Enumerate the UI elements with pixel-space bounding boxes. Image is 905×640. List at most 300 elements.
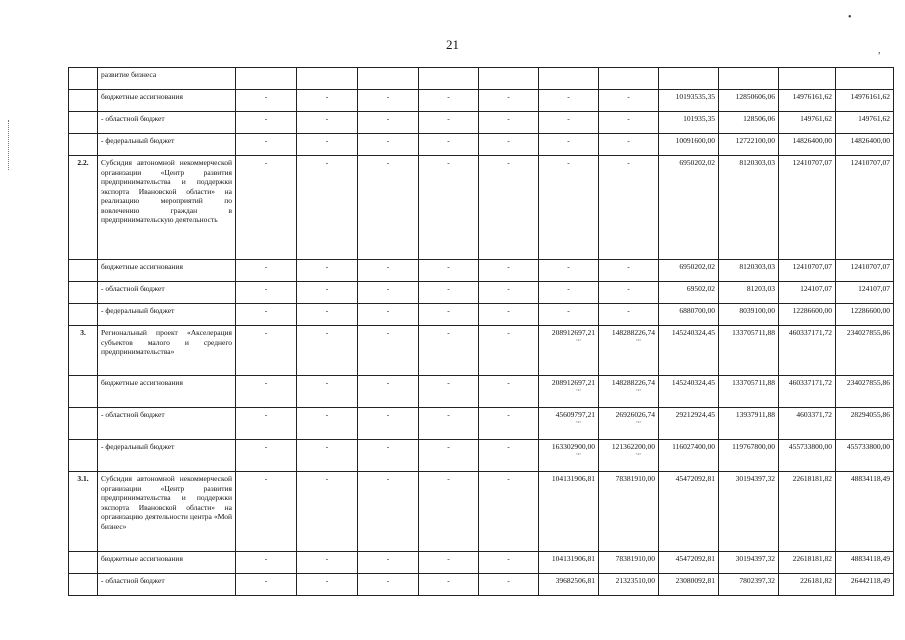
value-cell <box>719 68 779 90</box>
value-cell <box>236 552 297 574</box>
row-label-cell: - областной бюджет <box>98 408 236 440</box>
value-text: 26926026,74 <box>615 410 655 419</box>
value-cell <box>539 440 599 472</box>
value-text: 124107,07 <box>858 284 890 293</box>
value-cell <box>659 282 719 304</box>
value-cell <box>419 304 479 326</box>
value-text: - <box>507 328 510 337</box>
value-text: - <box>325 576 329 585</box>
table-row <box>69 376 894 408</box>
footnote-marker: <1> <box>635 337 642 342</box>
footnote-marker: <1> <box>635 387 642 392</box>
value-text: 30194397,32 <box>735 474 775 483</box>
value-cell <box>236 112 297 134</box>
value-text: 7802397,32 <box>739 576 775 585</box>
value-cell <box>539 408 599 440</box>
table-row <box>69 574 894 596</box>
value-text: - <box>507 284 510 293</box>
row-index-cell: 3. <box>69 326 98 376</box>
table-row <box>69 90 894 112</box>
table-row <box>69 260 894 282</box>
row-index-cell <box>69 552 98 574</box>
value-text: 104131906,81 <box>551 474 595 483</box>
row-label-cell: Региональный проект «Акселерация субъектов малого и среднего предпринимательства» <box>98 326 236 376</box>
value-text: 133705711,88 <box>732 328 775 337</box>
table-row <box>69 472 894 552</box>
value-cell <box>659 552 719 574</box>
value-text: - <box>447 306 450 315</box>
value-cell <box>599 574 659 596</box>
value-text: - <box>507 442 510 451</box>
value-cell <box>599 134 659 156</box>
value-text: - <box>507 158 510 167</box>
table-row <box>69 326 894 376</box>
value-text: 148288226,74 <box>611 328 655 337</box>
value-cell <box>419 574 479 596</box>
value-cell <box>599 304 659 326</box>
value-text: - <box>567 158 570 167</box>
value-cell <box>719 304 779 326</box>
value-text: 455733800,00 <box>846 442 890 451</box>
value-cell <box>539 574 599 596</box>
value-text: - <box>447 136 450 145</box>
value-cell <box>779 134 836 156</box>
value-text: 145240324,45 <box>671 378 715 387</box>
value-text: 455733800,00 <box>788 442 832 451</box>
value-cell <box>358 112 419 134</box>
value-text: - <box>567 92 570 101</box>
value-cell <box>479 156 539 260</box>
row-label-cell: бюджетные ассигнования <box>98 552 236 574</box>
value-text: - <box>264 136 268 145</box>
value-cell <box>779 408 836 440</box>
value-cell <box>836 472 894 552</box>
value-cell <box>779 156 836 260</box>
value-cell <box>297 574 358 596</box>
value-cell <box>358 376 419 408</box>
row-index-cell <box>69 112 98 134</box>
value-cell <box>719 440 779 472</box>
value-cell <box>419 68 479 90</box>
value-text: 208912697,21 <box>551 328 595 337</box>
value-cell <box>539 326 599 376</box>
value-text: 8120303,03 <box>739 158 775 167</box>
value-text: - <box>325 442 329 451</box>
value-text: - <box>386 92 390 101</box>
value-cell <box>358 552 419 574</box>
value-cell <box>836 134 894 156</box>
value-text: - <box>325 262 329 271</box>
value-text: 119767800,00 <box>732 442 775 451</box>
value-text: 12722100,00 <box>735 136 775 145</box>
value-text: - <box>567 284 570 293</box>
value-cell <box>599 552 659 574</box>
value-text: 101935,35 <box>683 114 715 123</box>
value-text: - <box>447 158 450 167</box>
value-cell <box>836 68 894 90</box>
value-text: 121362200,00 <box>611 442 655 451</box>
value-text: 12410707,07 <box>792 262 832 271</box>
value-cell <box>539 282 599 304</box>
value-cell <box>599 260 659 282</box>
value-text: - <box>447 576 450 585</box>
value-text: - <box>264 114 268 123</box>
value-cell <box>659 68 719 90</box>
footnote-marker: <1> <box>575 451 582 456</box>
value-text: - <box>447 442 450 451</box>
value-text: - <box>325 554 329 563</box>
scan-mark: , <box>878 45 881 56</box>
value-cell <box>479 90 539 112</box>
value-text: 14976161,62 <box>850 92 890 101</box>
value-text: - <box>386 262 390 271</box>
value-text: 12286600,00 <box>850 306 890 315</box>
table-row <box>69 552 894 574</box>
value-cell <box>659 90 719 112</box>
value-text: - <box>507 474 510 483</box>
value-cell <box>358 134 419 156</box>
value-cell <box>358 156 419 260</box>
value-cell <box>659 408 719 440</box>
value-cell <box>836 112 894 134</box>
value-cell <box>236 90 297 112</box>
value-cell <box>719 134 779 156</box>
value-text: - <box>264 378 268 387</box>
value-text: 14826400,00 <box>850 136 890 145</box>
row-label-cell: бюджетные ассигнования <box>98 376 236 408</box>
table-row <box>69 68 894 90</box>
value-cell <box>779 282 836 304</box>
value-text: - <box>264 576 268 585</box>
value-cell <box>779 552 836 574</box>
value-cell <box>479 472 539 552</box>
row-index-cell <box>69 260 98 282</box>
page-number: 21 <box>446 37 459 52</box>
value-text: - <box>325 92 329 101</box>
value-cell <box>419 156 479 260</box>
value-cell <box>479 68 539 90</box>
value-text: - <box>447 114 450 123</box>
value-text: - <box>386 158 390 167</box>
value-text: 28294055,86 <box>850 410 890 419</box>
value-text: - <box>325 158 329 167</box>
value-cell <box>599 408 659 440</box>
value-text: 13937911,88 <box>735 410 775 419</box>
value-cell <box>358 68 419 90</box>
value-cell <box>659 472 719 552</box>
value-text: 148288226,74 <box>611 378 655 387</box>
value-text: 133705711,88 <box>732 378 775 387</box>
table-row <box>69 408 894 440</box>
value-text: - <box>264 92 268 101</box>
table-row <box>69 134 894 156</box>
value-text: - <box>386 114 390 123</box>
row-index-cell <box>69 408 98 440</box>
value-cell <box>779 90 836 112</box>
value-text: 69502,02 <box>686 284 715 293</box>
value-cell <box>779 472 836 552</box>
table-row <box>69 156 894 260</box>
value-cell <box>297 326 358 376</box>
value-cell <box>236 304 297 326</box>
value-text: 81203,03 <box>746 284 775 293</box>
value-cell <box>358 440 419 472</box>
value-text: - <box>507 410 510 419</box>
value-cell <box>419 472 479 552</box>
value-cell <box>659 304 719 326</box>
value-text: - <box>386 442 390 451</box>
table-row <box>69 112 894 134</box>
value-cell <box>659 574 719 596</box>
value-text: - <box>386 136 390 145</box>
row-label-cell: бюджетные ассигнования <box>98 260 236 282</box>
value-text: - <box>325 328 329 337</box>
value-cell <box>419 112 479 134</box>
value-cell <box>479 552 539 574</box>
value-text: 12410707,07 <box>792 158 832 167</box>
value-text: - <box>507 306 510 315</box>
value-cell <box>779 112 836 134</box>
value-cell <box>297 472 358 552</box>
value-text: - <box>386 378 390 387</box>
value-text: - <box>264 474 268 483</box>
value-cell <box>779 68 836 90</box>
value-text: - <box>567 114 570 123</box>
value-cell <box>297 304 358 326</box>
value-text: - <box>447 554 450 563</box>
value-text: 145240324,45 <box>671 328 715 337</box>
value-cell <box>419 282 479 304</box>
value-cell <box>719 112 779 134</box>
value-cell <box>419 90 479 112</box>
value-cell <box>479 304 539 326</box>
row-label-cell: - областной бюджет <box>98 112 236 134</box>
value-text: - <box>627 92 630 101</box>
value-text: 6950202,02 <box>679 262 715 271</box>
footnote-marker: <1> <box>635 451 642 456</box>
value-cell <box>599 112 659 134</box>
value-text: - <box>325 114 329 123</box>
value-cell <box>836 408 894 440</box>
value-text: 234027855,86 <box>846 378 890 387</box>
value-text: 45472092,81 <box>675 474 715 483</box>
row-label-cell: бюджетные ассигнования <box>98 90 236 112</box>
value-cell <box>297 440 358 472</box>
value-cell <box>539 304 599 326</box>
value-cell <box>419 134 479 156</box>
value-cell <box>358 326 419 376</box>
value-cell <box>358 408 419 440</box>
value-cell <box>539 134 599 156</box>
value-cell <box>479 376 539 408</box>
value-cell <box>358 472 419 552</box>
value-cell <box>659 134 719 156</box>
value-cell <box>297 260 358 282</box>
value-cell <box>479 574 539 596</box>
row-index-cell <box>69 304 98 326</box>
value-text: 78381910,00 <box>615 554 655 563</box>
value-cell <box>236 282 297 304</box>
value-text: 460337171,72 <box>788 328 832 337</box>
value-text: - <box>325 306 329 315</box>
value-text: - <box>627 114 630 123</box>
value-text: - <box>627 136 630 145</box>
value-cell <box>719 376 779 408</box>
value-cell <box>836 304 894 326</box>
row-index-cell <box>69 134 98 156</box>
value-cell <box>779 260 836 282</box>
value-text: 30194397,32 <box>735 554 775 563</box>
value-cell <box>719 552 779 574</box>
row-label-cell: - федеральный бюджет <box>98 134 236 156</box>
row-label-cell: - областной бюджет <box>98 282 236 304</box>
value-cell <box>479 440 539 472</box>
row-index-cell <box>69 68 98 90</box>
table-row <box>69 304 894 326</box>
value-text: - <box>627 262 630 271</box>
value-text: 6950202,02 <box>679 158 715 167</box>
value-cell <box>479 326 539 376</box>
value-cell <box>836 326 894 376</box>
value-cell <box>358 90 419 112</box>
value-cell <box>599 90 659 112</box>
value-cell <box>479 112 539 134</box>
value-cell <box>236 260 297 282</box>
value-text: 12410707,07 <box>850 158 890 167</box>
value-cell <box>719 156 779 260</box>
value-text: - <box>325 410 329 419</box>
value-cell <box>419 408 479 440</box>
value-text: - <box>447 378 450 387</box>
value-text: 234027855,86 <box>846 328 890 337</box>
value-text: 10091600,00 <box>675 136 715 145</box>
value-text: - <box>264 554 268 563</box>
value-text: 8120303,03 <box>739 262 775 271</box>
value-text: - <box>567 262 570 271</box>
row-index-cell <box>69 282 98 304</box>
row-label-cell: - федеральный бюджет <box>98 304 236 326</box>
value-cell <box>358 304 419 326</box>
value-cell <box>719 282 779 304</box>
value-cell <box>599 472 659 552</box>
value-cell <box>297 552 358 574</box>
value-text: 14976161,62 <box>792 92 832 101</box>
value-cell <box>236 574 297 596</box>
value-text: 226181,82 <box>800 576 832 585</box>
value-text: - <box>627 284 630 293</box>
value-cell <box>836 574 894 596</box>
value-text: 149761,62 <box>858 114 890 123</box>
value-cell <box>297 68 358 90</box>
value-text: 22618181,82 <box>792 474 832 483</box>
footnote-marker: <1> <box>575 419 582 424</box>
value-text: - <box>507 136 510 145</box>
value-text: 12286600,00 <box>792 306 832 315</box>
value-cell <box>419 552 479 574</box>
value-text: - <box>386 328 390 337</box>
value-text: - <box>325 136 329 145</box>
value-cell <box>419 326 479 376</box>
scan-margin-dots <box>8 120 12 170</box>
value-cell <box>719 472 779 552</box>
value-text: - <box>507 576 510 585</box>
value-cell <box>236 376 297 408</box>
value-text: - <box>325 378 329 387</box>
value-cell <box>419 440 479 472</box>
value-cell <box>539 260 599 282</box>
value-text: - <box>507 554 510 563</box>
value-text: - <box>507 262 510 271</box>
value-text: 128506,06 <box>743 114 775 123</box>
table-row <box>69 282 894 304</box>
value-cell <box>836 376 894 408</box>
value-text: - <box>507 378 510 387</box>
value-text: - <box>447 474 450 483</box>
value-text: 26442118,49 <box>850 576 890 585</box>
value-cell <box>719 260 779 282</box>
value-text: 460337171,72 <box>788 378 832 387</box>
row-label-cell: Субсидия автономной некоммерческой организации «Центр развития предпринимательства и поддержки экспорта Ивановской области» на организацию деятельности центра «Мой бизнес» <box>98 472 236 552</box>
row-label-cell: Субсидия автономной некоммерческой организации «Центр развития предпринимательства и поддержки экспорта Ивановской области» на реализацию мероприятий по вовлечению граждан в предпринимательскую деятельность <box>98 156 236 260</box>
scan-mark: • <box>848 12 852 23</box>
value-text: - <box>507 92 510 101</box>
value-cell <box>479 408 539 440</box>
value-cell <box>297 134 358 156</box>
value-cell <box>479 282 539 304</box>
value-text: - <box>264 442 268 451</box>
value-cell <box>836 260 894 282</box>
value-cell <box>836 282 894 304</box>
value-text: - <box>386 410 390 419</box>
value-text: - <box>627 158 630 167</box>
value-text: - <box>447 328 450 337</box>
value-text: 22618181,82 <box>792 554 832 563</box>
footnote-marker: <1> <box>575 387 582 392</box>
value-cell <box>539 472 599 552</box>
value-text: - <box>507 114 510 123</box>
value-cell <box>539 552 599 574</box>
value-text: 23080092,81 <box>675 576 715 585</box>
value-cell <box>236 326 297 376</box>
value-cell <box>659 440 719 472</box>
row-index-cell <box>69 574 98 596</box>
value-text: - <box>325 284 329 293</box>
value-cell <box>659 376 719 408</box>
value-cell <box>836 156 894 260</box>
value-cell <box>659 156 719 260</box>
value-cell <box>297 112 358 134</box>
value-text: - <box>627 306 630 315</box>
value-cell <box>659 326 719 376</box>
value-cell <box>358 574 419 596</box>
value-cell <box>236 408 297 440</box>
value-text: 208912697,21 <box>551 378 595 387</box>
value-cell <box>479 134 539 156</box>
value-cell <box>539 376 599 408</box>
value-text: 8039100,00 <box>739 306 775 315</box>
value-text: 45472092,81 <box>675 554 715 563</box>
value-cell <box>836 90 894 112</box>
value-cell <box>719 574 779 596</box>
value-text: 39682506,81 <box>555 576 595 585</box>
value-text: - <box>264 158 268 167</box>
value-text: - <box>447 284 450 293</box>
table-row <box>69 440 894 472</box>
value-cell <box>236 68 297 90</box>
budget-table <box>68 67 894 596</box>
value-cell <box>297 90 358 112</box>
value-cell <box>836 440 894 472</box>
